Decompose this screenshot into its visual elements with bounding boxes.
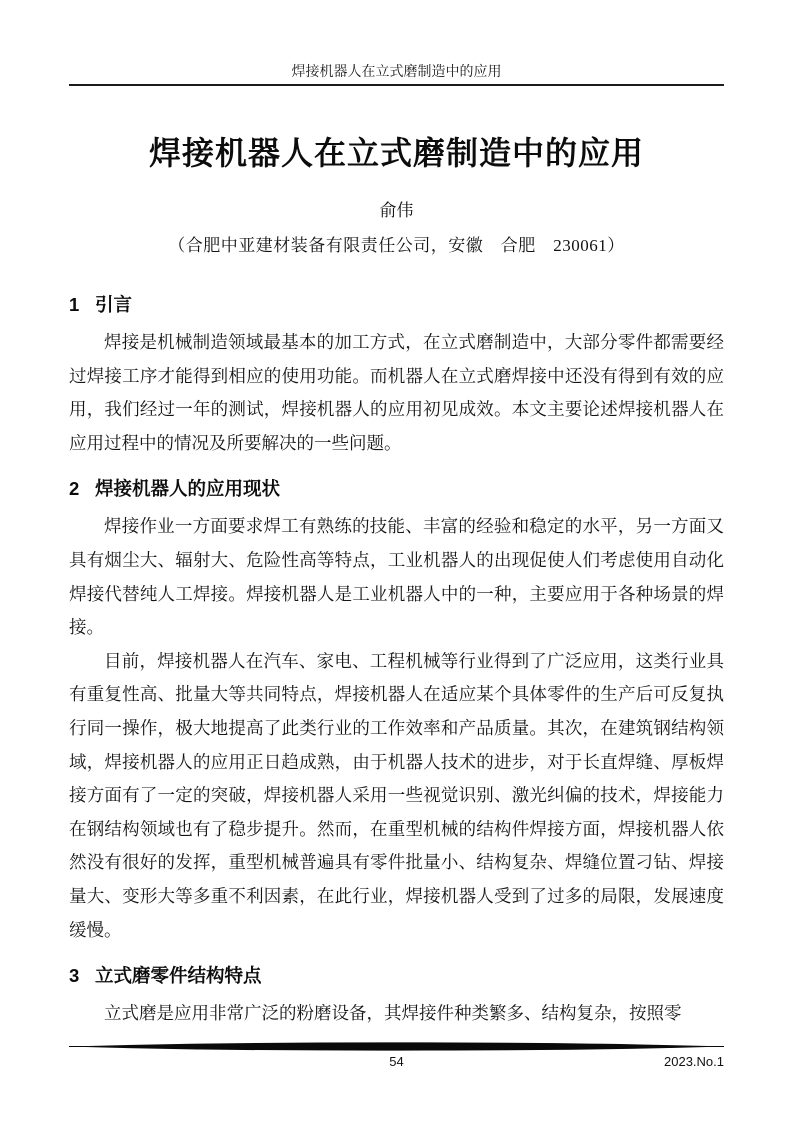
section-number: 2 (69, 478, 80, 500)
footer-text-row (69, 1054, 724, 1072)
section-title: 焊接机器人的应用现状 (95, 478, 281, 500)
section-3-paragraph-1: 立式磨是应用非常广泛的粉磨设备，其焊接件种类繁多、结构复杂，按照零 (104, 1003, 682, 1024)
author-affiliation: （合肥中亚建材装备有限责任公司，安徽 合肥 230061） (168, 236, 625, 255)
section-heading-1 (69, 294, 724, 316)
section-number: 3 (69, 965, 80, 987)
section-number: 1 (69, 294, 80, 315)
footer-rule-divider (69, 1042, 724, 1051)
page-number: 54 (389, 1054, 404, 1069)
running-header-title: 焊接机器人在立式磨制造中的应用 (291, 65, 502, 80)
section-heading-3 (69, 965, 724, 987)
section-2-paragraph-1: 焊接作业一方面要求焊工有熟练的技能、丰富的经验和稳定的水平，另一方面又具有烟尘大、辐射大、危险性高等特点，工业机器人的出现促使人们考虑使用自动化焊接代替纯人工焊接。焊接机器人是工业机器人中的一种，主要应用于各种场景的焊接。 (69, 516, 724, 638)
page-title: 焊接机器人在立式磨制造中的应用 (148, 135, 644, 171)
author-name: 俞伟 (379, 201, 414, 220)
section-2-paragraph-2: 目前，焊接机器人在汽车、家电、工程机械等行业得到了广泛应用，这类行业具有重复性高、批量大等共同特点，焊接机器人在适应某个具体零件的生产后可反复执行同一操作，极大地提高了此类行业的工作效率和产品质量。其次，在建筑钢结构领域，焊接机器人的应用正日趋成熟，由于机器人技术的进步，对于长直焊缝、厚板焊接方面有了一定的突破，焊接机器人采用一些视觉识别、激光纠偏的技术，焊接能力在钢结构领域也有了稳步提升。然而，在重型机械的结构件焊接方面，焊接机器人依然没有很好的发挥，重型机械普遍具有零件批量小、结构复杂、焊缝位置刁钻、焊接量大、变形大等多重不利因素，在此行业，焊接机器人受到了过多的局限，发展速度缓慢。 (69, 650, 724, 940)
section-title: 立式磨零件结构特点 (95, 965, 262, 987)
section-1-paragraph-1: 焊接是机械制造领域最基本的加工方式，在立式磨制造中，大部分零件都需要经过焊接工序才能得到相应的使用功能。而机器人在立式磨焊接中还没有得到有效的应用，我们经过一年的测试，焊接机器人的应用初见成效。本文主要论述焊接机器人在应用过程中的情况及所要解决的一些问题。 (69, 332, 724, 453)
section-heading-2 (69, 478, 724, 500)
page-footer (69, 1042, 724, 1072)
running-header (69, 0, 724, 86)
section-title: 引言 (95, 294, 133, 315)
issue-label: 2023.No.1 (664, 1054, 724, 1069)
